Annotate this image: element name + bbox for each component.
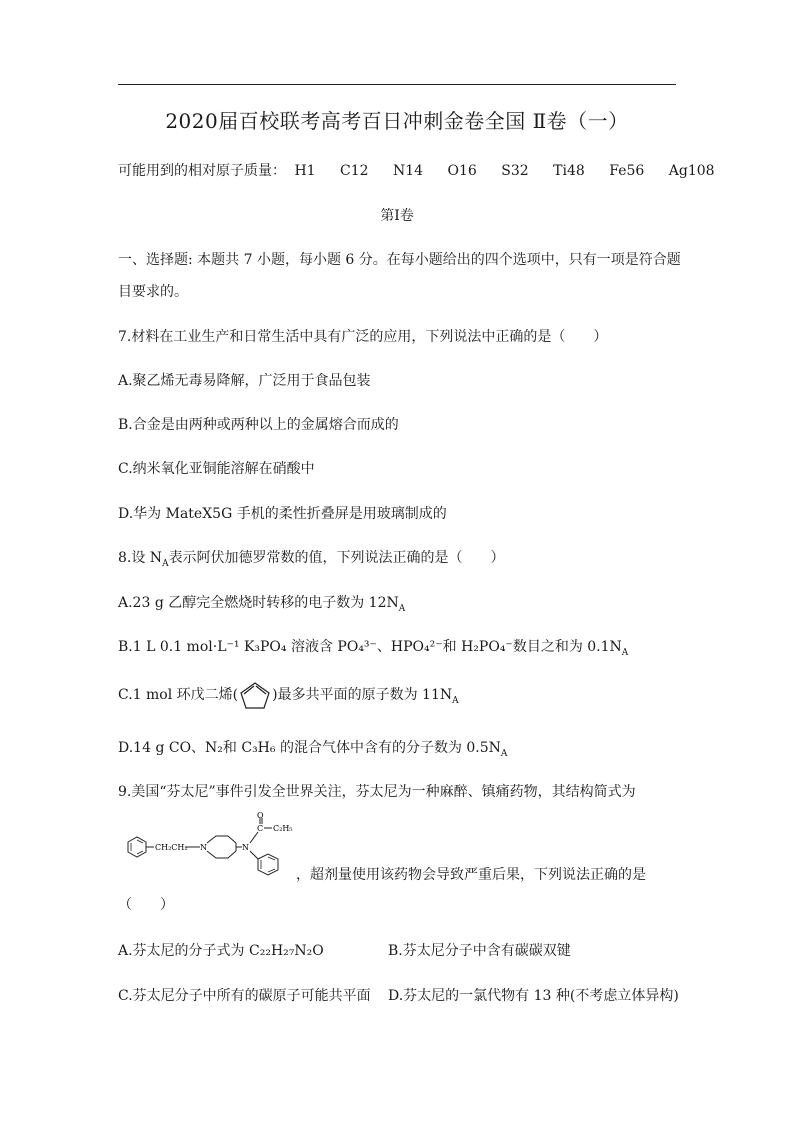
struct-ch2ch2-label: CH₂CH₂ [155, 843, 188, 852]
q8-option-b-text: B.1 L 0.1 mol·L⁻¹ K₃PO₄ 溶液含 PO₄³⁻、HPO₄²⁻和 H₂PO₄⁻数目之和为 0.1N [118, 639, 622, 655]
q7-option-d: D.华为 MateX5G 手机的柔性折叠屏是用玻璃制成的 [118, 506, 447, 522]
q7-stem: 7.材料在工业生产和日常生活中具有广泛的应用，下列说法中正确的是（ ） [118, 329, 608, 345]
atomic-mass-h: H1 [294, 163, 316, 179]
struct-n1-label: N [200, 843, 207, 852]
q9-stem-continued: ，超剂量使用该药物会导致严重后果，下列说法正确的是 [296, 867, 646, 883]
atomic-mass-s: S32 [501, 163, 529, 179]
q8-option-a-text: A.23 g 乙醇完全燃烧时转移的电子数为 12N [118, 595, 399, 611]
struct-n2-label: N [242, 843, 249, 852]
q9-stem: 9.美国“芬太尼”事件引发全世界关注，芬太尼为一种麻醉、镇痛药物，其结构简式为 [118, 784, 636, 800]
q8-stem [118, 547, 505, 569]
atomic-mass-n: N14 [393, 163, 424, 179]
atomic-mass-o: O16 [447, 163, 477, 179]
q7-option-b: B.合金是由两种或两种以上的金属熔合而成的 [118, 417, 399, 433]
struct-o-label: O [257, 812, 264, 820]
struct-c2h5-label: C₂H₅ [273, 824, 293, 833]
atomic-mass-c: C12 [340, 163, 369, 179]
struct-c-label: C [257, 824, 264, 833]
q8-stem-text: 8.设 N [118, 550, 163, 566]
atomic-mass-ag: Ag108 [668, 163, 715, 179]
q8-option-b [118, 636, 628, 658]
q8-option-c-text-2: )最多共平面的原子数为 11N [272, 687, 453, 703]
fentanyl-structure-icon [118, 812, 293, 882]
q8-option-d-text: D.14 g CO、N₂和 C₃H₆ 的混合气体中含有的分子数为 0.5N [118, 740, 501, 756]
q9-option-d: D.芬太尼的一氯代物有 13 种(不考虑立体异构) [388, 988, 679, 1004]
top-rule [118, 84, 676, 85]
q7-option-a: A.聚乙烯无毒易降解，广泛用于食品包装 [118, 373, 371, 389]
q8-option-a-subscript: A [398, 603, 406, 614]
q8-stem-text-2: 表示阿伏加德罗常数的值，下列说法正确的是（ ） [168, 550, 505, 566]
q8-stem-subscript: A [162, 558, 169, 569]
q9-option-b: B.芬太尼分子中含有碳碳双键 [388, 943, 571, 959]
section-instructions-1: 一、选择题: 本题共 7 小题，每小题 6 分。在每小题给出的四个选项中，只有一项是符合题 [118, 252, 681, 268]
atomic-mass-fe: Fe56 [609, 163, 645, 179]
q8-option-d [118, 737, 507, 759]
q8-option-b-subscript: A [621, 647, 629, 658]
atomic-mass-ti: Ti48 [553, 163, 585, 179]
q8-option-c-text: C.1 mol 环戊二烯( [118, 687, 239, 703]
cyclopentadiene-structure-icon [238, 680, 272, 710]
q8-option-c [118, 680, 459, 710]
q9-option-c: C.芬太尼分子中所有的碳原子可能共平面 [118, 988, 371, 1004]
q7-option-c: C.纳米氧化亚铜能溶解在硝酸中 [118, 461, 315, 477]
q8-option-c-subscript: A [452, 695, 459, 706]
atomic-mass-label: 可能用到的相对原子质量： [118, 163, 286, 179]
q9-option-a: A.芬太尼的分子式为 C₂₂H₂₇N₂O [118, 943, 324, 959]
atomic-mass-line [118, 160, 735, 180]
q8-option-d-subscript: A [500, 748, 508, 759]
q9-answer-paren: （ ） [118, 897, 174, 913]
section-instructions-2: 目要求的。 [118, 284, 188, 300]
part-heading: 第Ⅰ卷 [380, 208, 414, 224]
q8-option-a [118, 592, 405, 614]
page-title: 2020届百校联考高考百日冲刺金卷全国 Ⅱ卷（一） [165, 109, 629, 133]
